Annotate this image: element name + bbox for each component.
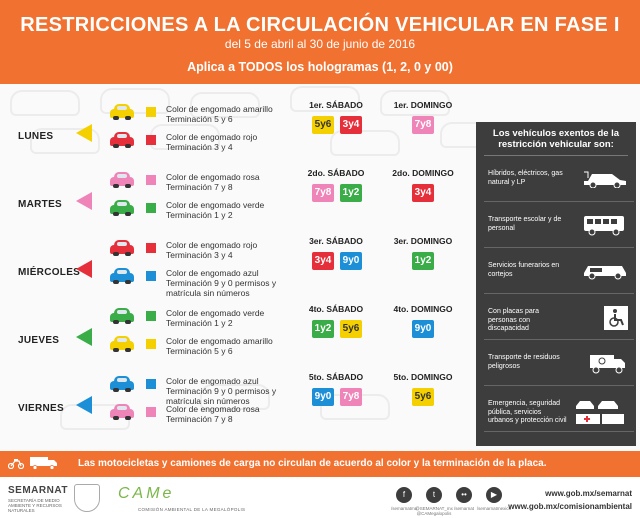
sticker-description-line: Terminación 1 y 2 xyxy=(166,210,233,220)
car-icon xyxy=(110,268,134,284)
facebook-icon[interactable]: f xyxy=(396,487,412,503)
saturday-plate-badge: 7y8 xyxy=(312,184,334,202)
exempt-item xyxy=(484,346,634,386)
sticker-description-line: Color de engomado verde xyxy=(166,308,265,318)
sticker-color-square xyxy=(146,339,156,349)
electric-car-icon xyxy=(582,168,628,193)
day-label: LUNES xyxy=(18,131,54,142)
day-label: MARTES xyxy=(18,199,63,210)
sticker-description-line: matrícula sin números xyxy=(166,396,250,406)
sticker-color-square xyxy=(146,135,156,145)
car-window xyxy=(117,310,127,314)
header-banner xyxy=(0,0,640,84)
exempt-item xyxy=(484,300,634,340)
semarnat-logo: SEMARNAT xyxy=(8,485,68,496)
exempt-item-text: Transporte de residuos peligrosos xyxy=(488,354,560,370)
sticker-color-square xyxy=(146,271,156,281)
sticker-description xyxy=(166,404,296,424)
day-row xyxy=(0,302,470,362)
car-icon xyxy=(110,132,134,148)
sticker-description-line: Terminación 7 y 8 xyxy=(166,414,233,424)
sticker-description xyxy=(166,240,296,260)
exempt-item xyxy=(484,162,634,202)
saturday-label: 4to. SÁBADO xyxy=(308,304,364,314)
came-subtitle: COMISIÓN AMBIENTAL DE LA MEGALÓPOLIS xyxy=(138,507,246,512)
saturday-plate-badge: 7y8 xyxy=(340,388,362,406)
exempt-item-text: Con placas para personas con discapacidad xyxy=(488,308,539,332)
page-title: RESTRICCIONES A LA CIRCULACIÓN VEHICULAR EN FASE I xyxy=(20,14,620,36)
saturday-plate-badge: 1y2 xyxy=(312,320,334,338)
sticker-description xyxy=(166,104,296,124)
sticker-description-line: Color de engomado rosa xyxy=(166,172,260,182)
sticker-description-line: Terminación 1 y 2 xyxy=(166,318,233,328)
day-label: MIÉRCOLES xyxy=(18,267,81,278)
sticker-color-square xyxy=(146,407,156,417)
exempt-title: Los vehículos exentos de la restricción vehicular son: xyxy=(484,122,628,156)
day-row xyxy=(0,234,470,298)
car-wheel xyxy=(125,116,131,120)
car-icon xyxy=(110,376,134,392)
sticker-description-line: Color de engomado verde xyxy=(166,200,265,210)
emergency-vehicles-icon xyxy=(572,398,628,433)
sticker-description-line: Color de engomado amarillo xyxy=(166,336,273,346)
day-color-triangle xyxy=(76,396,92,414)
car-icon xyxy=(110,336,134,352)
website-link-semarnat[interactable]: www.gob.mx/semarnat xyxy=(545,489,632,498)
sunday-plate-badge: 3y4 xyxy=(412,184,434,202)
saturday-label: 2do. SÁBADO xyxy=(307,168,365,178)
day-row xyxy=(0,166,470,226)
car-window xyxy=(117,202,127,206)
car-window xyxy=(117,242,127,246)
website-link-comision[interactable]: www.gob.mx/comisionambiental xyxy=(508,502,632,511)
sunday-label: 4to. DOMINGO xyxy=(393,304,453,314)
car-wheel xyxy=(125,320,131,324)
sunday-plate-badge: 9y0 xyxy=(412,320,434,338)
car-icon xyxy=(110,308,134,324)
saturday-plate-badge: 3y4 xyxy=(312,252,334,270)
sticker-description-line: Terminación 7 y 8 xyxy=(166,182,233,192)
social-handle: /semarnatmexico xyxy=(476,506,512,511)
saturday-label: 5to. SÁBADO xyxy=(308,372,364,382)
car-wheel xyxy=(125,348,131,352)
car-wheel xyxy=(125,280,131,284)
car-wheel xyxy=(125,184,131,188)
saturday-plate-badge: 3y4 xyxy=(340,116,362,134)
sticker-description-line: Color de engomado rojo xyxy=(166,132,258,142)
day-color-triangle xyxy=(76,192,92,210)
sunday-label: 3er. DOMINGO xyxy=(393,236,453,246)
day-row xyxy=(0,98,470,158)
car-wheel xyxy=(125,212,131,216)
sticker-color-square xyxy=(146,311,156,321)
sticker-description xyxy=(166,200,296,220)
car-icon xyxy=(110,200,134,216)
coat-of-arms-icon xyxy=(74,484,100,512)
exempt-item-text: Transporte escolar y de personal xyxy=(488,216,562,232)
car-wheel xyxy=(113,252,119,256)
sticker-description xyxy=(166,132,296,152)
exempt-item-text: Emergencia, seguridad pública, servicios urbanos y protección civil xyxy=(488,400,567,424)
sticker-description-line: Terminación 3 y 4 xyxy=(166,142,233,152)
hearse-icon xyxy=(582,260,628,285)
sticker-description-line: Color de engomado azul xyxy=(166,376,259,386)
day-label: JUEVES xyxy=(18,335,60,346)
sticker-description-line: Terminación 9 y 0 permisos y xyxy=(166,278,277,288)
car-icon xyxy=(110,404,134,420)
social-handle: @SEMARNAT_mx @CAMegalopolis xyxy=(415,506,453,516)
car-window xyxy=(117,378,127,382)
note-strip xyxy=(0,451,640,477)
car-wheel xyxy=(113,116,119,120)
sticker-color-square xyxy=(146,107,156,117)
saturday-plate-badge: 5y6 xyxy=(340,320,362,338)
car-wheel xyxy=(125,416,131,420)
exempt-item-text: Híbridos, eléctricos, gas natural y LP xyxy=(488,170,563,186)
sticker-description-line: Terminación 9 y 0 permisos y xyxy=(166,386,277,396)
sticker-color-square xyxy=(146,203,156,213)
car-window xyxy=(117,270,127,274)
sunday-plate-badge: 1y2 xyxy=(412,252,434,270)
day-color-triangle xyxy=(76,124,92,142)
car-window xyxy=(117,134,127,138)
social-handle: /semarnat xyxy=(453,506,474,511)
sticker-description xyxy=(166,268,296,298)
sunday-label: 5to. DOMINGO xyxy=(393,372,453,382)
flickr-icon[interactable]: •• xyxy=(456,487,472,503)
car-wheel xyxy=(113,280,119,284)
car-wheel xyxy=(113,416,119,420)
car-wheel xyxy=(113,388,119,392)
car-wheel xyxy=(113,348,119,352)
car-wheel xyxy=(113,320,119,324)
car-wheel xyxy=(125,144,131,148)
sunday-plate-badge: 5y6 xyxy=(412,388,434,406)
sunday-plate-badge: 7y8 xyxy=(412,116,434,134)
sunday-label: 2do. DOMINGO xyxy=(392,168,454,178)
car-icon xyxy=(110,172,134,188)
exempt-item xyxy=(484,208,634,248)
sticker-description-line: Color de engomado amarillo xyxy=(166,104,273,114)
day-color-triangle xyxy=(76,260,92,278)
saturday-label: 1er. SÁBADO xyxy=(309,100,363,110)
social-handle: /semarnatmx xyxy=(390,506,417,511)
car-icon xyxy=(110,104,134,120)
car-wheel xyxy=(113,184,119,188)
saturday-label: 3er. SÁBADO xyxy=(309,236,363,246)
motorcycle-icon xyxy=(8,457,24,469)
wheelchair-icon xyxy=(604,306,628,335)
sticker-description-line: Color de engomado rojo xyxy=(166,240,258,250)
sticker-description-line: matrícula sin números xyxy=(166,288,250,298)
sticker-description-line: Terminación 5 y 6 xyxy=(166,346,233,356)
exempt-item-text: Servicios funerarios en cortejos xyxy=(488,262,560,278)
sticker-description-line: Terminación 5 y 6 xyxy=(166,114,233,124)
semarnat-subtitle: SECRETARÍA DE MEDIO AMBIENTE Y RECURSOS NATURALES xyxy=(8,498,62,513)
sticker-color-square xyxy=(146,175,156,185)
sticker-color-square xyxy=(146,243,156,253)
hazmat-truck-icon xyxy=(588,352,628,379)
saturday-plate-badge: 9y0 xyxy=(312,388,334,406)
date-range: del 5 de abril al 30 de junio de 2016 xyxy=(224,37,416,51)
day-color-triangle xyxy=(76,328,92,346)
day-row xyxy=(0,370,470,430)
exempt-panel xyxy=(476,122,636,446)
sticker-description xyxy=(166,172,296,192)
sticker-description xyxy=(166,308,296,328)
strip-note: Las motocicletas y camiones de carga no circulan de acuerdo al color y la terminación de la placa. xyxy=(78,458,547,469)
car-wheel xyxy=(113,144,119,148)
car-wheel xyxy=(125,388,131,392)
car-wheel xyxy=(113,212,119,216)
cargo-truck-icon xyxy=(30,456,58,470)
car-window xyxy=(117,338,127,342)
sunday-label: 1er. DOMINGO xyxy=(393,100,453,110)
bus-icon xyxy=(582,214,628,241)
sticker-description-line: Terminación 3 y 4 xyxy=(166,250,233,260)
car-icon xyxy=(110,240,134,256)
car-window xyxy=(117,106,127,110)
exempt-item xyxy=(484,254,634,294)
exempt-item xyxy=(484,392,634,432)
youtube-icon[interactable]: ▶ xyxy=(486,487,502,503)
saturday-plate-badge: 5y6 xyxy=(312,116,334,134)
saturday-plate-badge: 1y2 xyxy=(340,184,362,202)
saturday-plate-badge: 9y0 xyxy=(340,252,362,270)
sticker-description xyxy=(166,376,296,406)
car-window xyxy=(117,174,127,178)
sticker-description xyxy=(166,336,296,356)
car-wheel xyxy=(125,252,131,256)
came-logo: CAMe xyxy=(118,485,175,502)
car-window xyxy=(117,406,127,410)
footer xyxy=(0,477,640,518)
day-label: VIERNES xyxy=(18,403,65,414)
sticker-description-line: Color de engomado rosa xyxy=(166,404,260,414)
applies-note: Aplica a TODOS los hologramas (1, 2, 0 y 00) xyxy=(187,60,453,74)
sticker-color-square xyxy=(146,379,156,389)
sticker-description-line: Color de engomado azul xyxy=(166,268,259,278)
twitter-icon[interactable]: t xyxy=(426,487,442,503)
